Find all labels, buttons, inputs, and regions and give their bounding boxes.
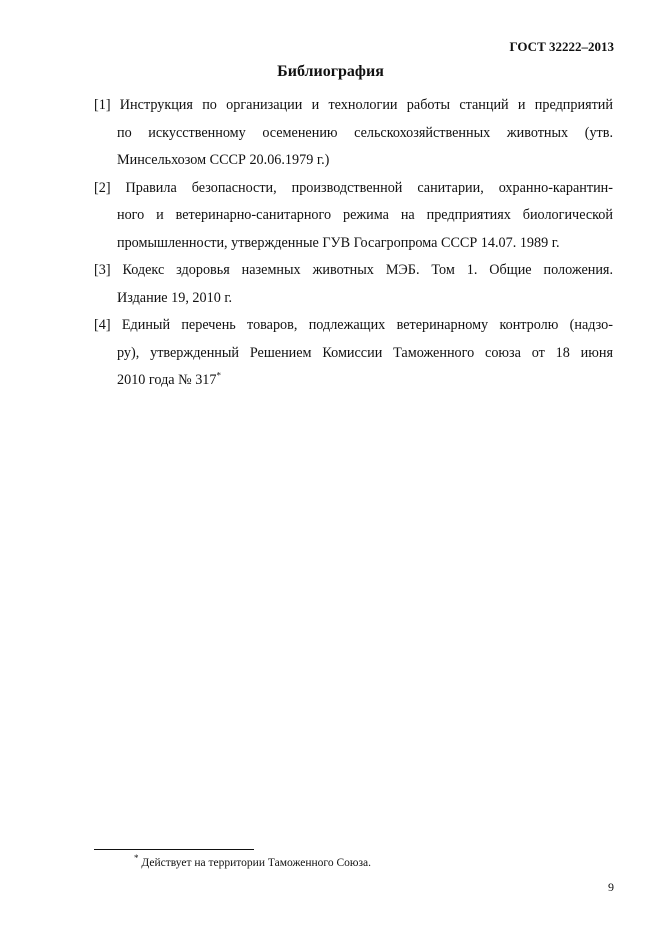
entry-line: ру), утвержденный Решением Комиссии Таможенного союза от 18 июня [117, 344, 613, 361]
bibliography-entry-2 [94, 175, 613, 258]
footnote-text: Действует на территории Таможенного Союза. [138, 857, 371, 869]
entry-line: [4] Единый перечень товаров, подлежащих ветеринарному контролю (надзо- [94, 317, 613, 333]
bibliography-list [94, 92, 613, 395]
standard-code-header: ГОСТ 32222–2013 [509, 39, 614, 54]
entry-line: Минсельхозом СССР 20.06.1979 г.) [117, 152, 330, 168]
footnote-mark: * [216, 370, 221, 381]
entry-line: [2] Правила безопасности, производственной санитарии, охранно-карантин- [94, 179, 613, 196]
entry-line: [3] Кодекс здоровья наземных животных МЭБ. Том 1. Общие положения. [94, 262, 613, 278]
page-number: 9 [608, 880, 614, 894]
entry-line: ного и ветеринарно-санитарного режима на предприятиях биологической [117, 207, 613, 223]
entry-line: [1] Инструкция по организации и технологии работы станций и предприятий [94, 97, 613, 113]
bibliography-entry-1 [94, 92, 613, 175]
footnote-divider [94, 849, 254, 850]
entry-line: по искусственному осеменению сельскохозяйственных животных (утв. [117, 124, 613, 141]
bibliography-entry-3 [94, 257, 613, 312]
footnote-mark: * [134, 853, 139, 864]
entry-line: Издание 19, 2010 г. [117, 289, 233, 306]
bibliography-entry-4 [94, 312, 613, 395]
entry-line [94, 367, 613, 395]
entry-line-text: 2010 года № 317 [117, 372, 217, 388]
entry-line: промышленности, утвержденные ГУВ Госагропрома СССР 14.07. 1989 г. [117, 234, 560, 251]
page-title: Библиография [277, 63, 384, 80]
footnote [134, 853, 371, 869]
